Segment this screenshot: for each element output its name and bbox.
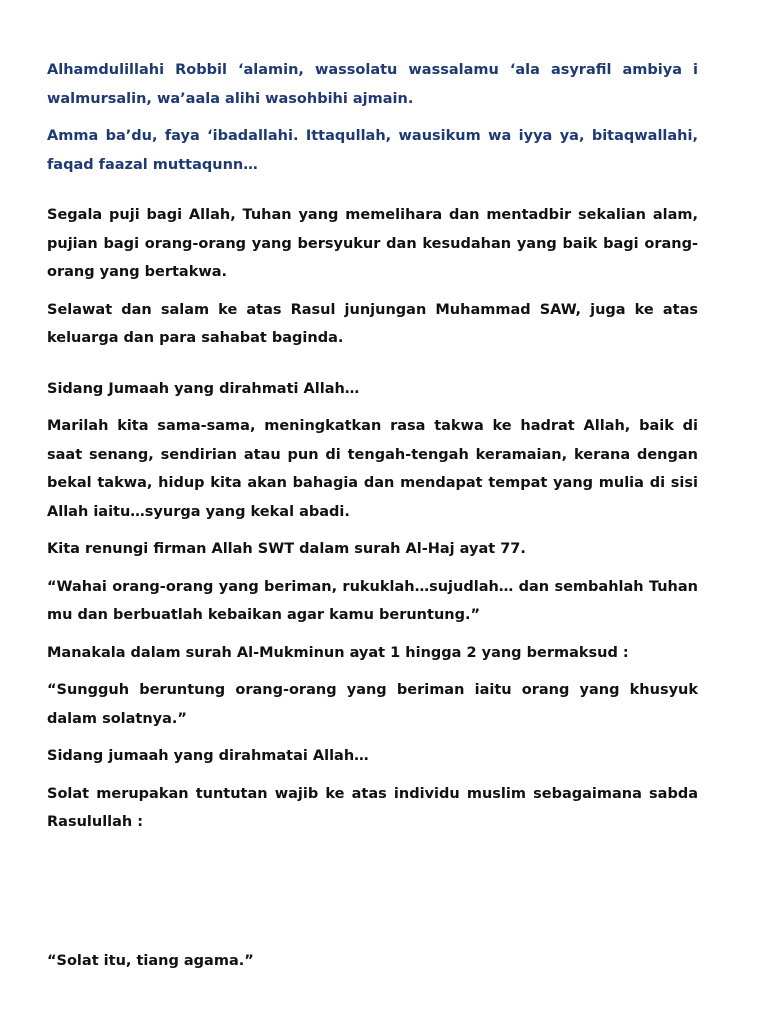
praise-paragraph: Segala puji bagi Allah, Tuhan yang memelihara dan mentadbir sekalian alam, pujian bagi orang-orang yang bersyukur dan kesudahan yang baik bagi orang-orang yang bertakwa. bbox=[47, 207, 698, 280]
surah-alhaj-intro: Kita renungi firman Allah SWT dalam surah Al-Haj ayat 77. bbox=[47, 541, 526, 557]
surah-alhaj-quote: “Wahai orang-orang yang beriman, rukuklah…sujudlah… dan sembahlah Tuhan mu dan berbuatlah kebaikan agar kamu beruntung.” bbox=[47, 578, 698, 623]
selawat-paragraph: Selawat dan salam ke atas Rasul junjungan Muhammad SAW, juga ke atas keluarga dan para sahabat baginda. bbox=[47, 301, 698, 346]
address-congregation-1: Sidang Jumaah yang dirahmati Allah… bbox=[47, 380, 360, 397]
solat-obligation-paragraph: Solat merupakan tuntutan wajib ke atas individu muslim sebagaimana sabda Rasulullah : bbox=[47, 785, 698, 830]
opening-arabic-praise: Alhamdulillahi Robbil ‘alamin, wassolatu wassalamu ‘ala asyrafil ambiya i walmursalin, wa’aala alihi wasohbihi ajmain. bbox=[47, 62, 698, 107]
surah-almukminun-quote: “Sungguh beruntung orang-orang yang beriman iaitu orang yang khusyuk dalam solatnya.” bbox=[47, 682, 698, 727]
opening-arabic-exhortation: Amma ba’du, faya ‘ibadallahi. Ittaqullah, wausikum wa iyya ya, bitaqwallahi, faqad faazal muttaqunn… bbox=[47, 128, 698, 173]
taqwa-paragraph: Marilah kita sama-sama, meningkatkan rasa takwa ke hadrat Allah, baik di saat senang, sendirian atau pun di tengah-tengah keramaian, kerana dengan bekal takwa, hidup kita akan bahagia dan mendapat tempat yang mulia di sisi Allah iaitu…syurga yang kekal abadi. bbox=[47, 418, 698, 520]
address-congregation-2: Sidang jumaah yang dirahmatai Allah… bbox=[47, 748, 369, 764]
surah-almukminun-intro: Manakala dalam surah Al-Mukminun ayat 1 hingga 2 yang bermaksud : bbox=[47, 644, 629, 661]
hadith-quote: “Solat itu, tiang agama.” bbox=[47, 952, 254, 969]
sermon-document bbox=[47, 56, 698, 975]
